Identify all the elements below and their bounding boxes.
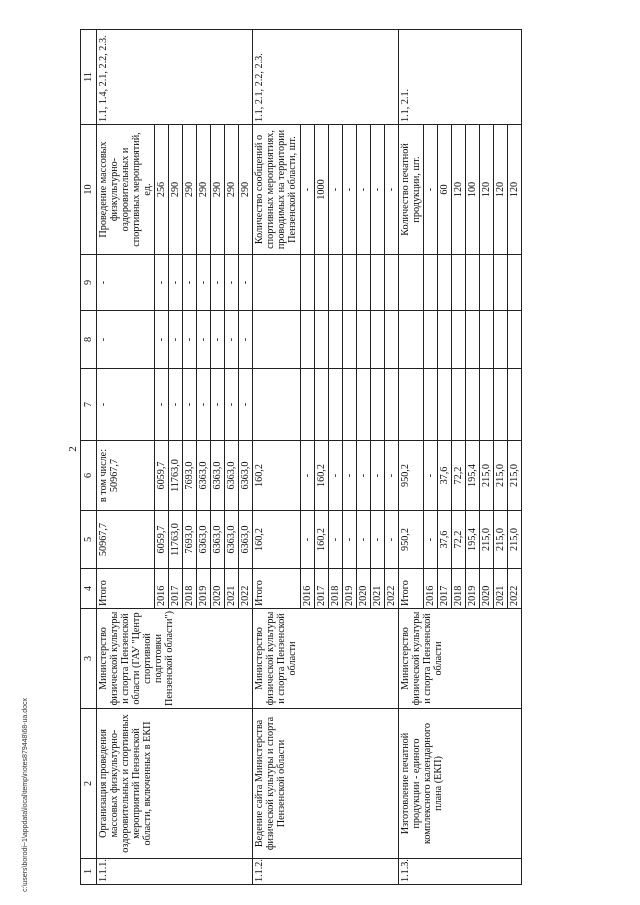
- total-col7: -: [97, 369, 155, 441]
- year-cell: 2018: [452, 569, 466, 609]
- total-col8: -: [97, 311, 155, 369]
- year-amount: 72,2: [452, 511, 466, 569]
- indicator-value: 290: [225, 125, 239, 255]
- column-header-7: 7: [81, 369, 97, 441]
- year-col8: [385, 311, 399, 369]
- total-label: Итого: [97, 569, 155, 609]
- year-cell: 2019: [466, 569, 480, 609]
- year-col9: [452, 255, 466, 311]
- year-col8: [357, 311, 371, 369]
- indicator-value: 290: [211, 125, 225, 255]
- year-amount: 6363,0: [225, 511, 239, 569]
- total-label: Итого: [253, 569, 301, 609]
- year-incl: 215,0: [508, 441, 522, 511]
- indicator-value: 290: [169, 125, 183, 255]
- year-incl: 160,2: [315, 441, 329, 511]
- activity-executor: Министерство физической культуры и спорта Пензенской области: [399, 609, 522, 709]
- total-amount: 950,2: [399, 511, 424, 569]
- year-incl: -: [357, 441, 371, 511]
- year-incl: 11763,0: [169, 441, 183, 511]
- column-header-1: 1: [81, 859, 97, 885]
- indicator-value: 120: [452, 125, 466, 255]
- column-header-2: 2: [81, 709, 97, 859]
- indicator-value: -: [357, 125, 371, 255]
- year-col9: -: [225, 255, 239, 311]
- year-col7: [508, 369, 522, 441]
- year-cell: 2021: [494, 569, 508, 609]
- indicator-value: 100: [466, 125, 480, 255]
- year-cell: 2021: [371, 569, 385, 609]
- total-incl-value: 50967,7: [109, 458, 121, 493]
- year-amount: -: [343, 511, 357, 569]
- target-links: 1.1, 2.1.: [399, 30, 522, 125]
- year-col7: [385, 369, 399, 441]
- year-col9: -: [239, 255, 253, 311]
- year-amount: 215,0: [480, 511, 494, 569]
- indicator-name: Количество сообщений о спортивных мероприятиях, проводимых на территории Пензенской области, шт.: [253, 125, 301, 255]
- total-col7: [399, 369, 424, 441]
- year-col7: -: [239, 369, 253, 441]
- year-col9: [329, 255, 343, 311]
- year-col8: [424, 311, 438, 369]
- year-col7: [371, 369, 385, 441]
- year-amount: 215,0: [494, 511, 508, 569]
- activity-executor: Министерство физической культуры и спорта Пензенской области (ГАУ "Центр спортивной подготовки Пензенской области"): [97, 609, 253, 709]
- rotated-page: [80, 30, 600, 885]
- indicator-value: -: [343, 125, 357, 255]
- year-col8: -: [211, 311, 225, 369]
- year-amount: 195,4: [466, 511, 480, 569]
- year-cell: 2016: [155, 569, 169, 609]
- year-col9: [343, 255, 357, 311]
- year-col9: -: [155, 255, 169, 311]
- year-cell: 2022: [385, 569, 399, 609]
- year-incl: -: [424, 441, 438, 511]
- year-col9: [480, 255, 494, 311]
- year-amount: 215,0: [508, 511, 522, 569]
- year-col7: [438, 369, 452, 441]
- total-col9: [253, 255, 301, 311]
- year-incl: 6363,0: [225, 441, 239, 511]
- year-amount: -: [385, 511, 399, 569]
- year-col9: [385, 255, 399, 311]
- year-cell: 2016: [424, 569, 438, 609]
- year-cell: 2017: [438, 569, 452, 609]
- table-body: [97, 30, 522, 885]
- year-incl: -: [371, 441, 385, 511]
- year-col7: -: [211, 369, 225, 441]
- activity-number: 1.1.3.: [399, 859, 522, 885]
- incl-label: в том числе:: [98, 448, 109, 503]
- year-col8: -: [169, 311, 183, 369]
- year-col7: -: [155, 369, 169, 441]
- year-col7: [315, 369, 329, 441]
- year-col7: -: [225, 369, 239, 441]
- target-links: 1.1, 2.1, 2.2, 2.3.: [253, 30, 399, 125]
- year-amount: 11763,0: [169, 511, 183, 569]
- year-amount: -: [371, 511, 385, 569]
- indicator-value: -: [385, 125, 399, 255]
- year-amount: 6059,7: [155, 511, 169, 569]
- year-col9: [494, 255, 508, 311]
- year-cell: 2022: [239, 569, 253, 609]
- activity-name: Изготовление печатной продукции - единого комплексного календарного плана (ЕКП): [399, 709, 522, 859]
- year-cell: 2019: [197, 569, 211, 609]
- year-col9: -: [211, 255, 225, 311]
- year-incl: 195,4: [466, 441, 480, 511]
- year-incl: 6363,0: [211, 441, 225, 511]
- year-col7: [424, 369, 438, 441]
- year-col8: [508, 311, 522, 369]
- year-col7: [329, 369, 343, 441]
- indicator-name: Количество печатной продукции, шт.: [399, 125, 424, 255]
- year-col7: [466, 369, 480, 441]
- year-col8: [438, 311, 452, 369]
- year-col7: [301, 369, 315, 441]
- year-col8: [480, 311, 494, 369]
- year-col8: [329, 311, 343, 369]
- year-col9: [438, 255, 452, 311]
- indicator-name: Проведение массовых физкультурно-оздоровительных и спортивных мероприятий, ед.: [97, 125, 155, 255]
- indicator-value: 290: [197, 125, 211, 255]
- year-col7: -: [197, 369, 211, 441]
- year-col9: -: [183, 255, 197, 311]
- indicator-value: 120: [508, 125, 522, 255]
- total-amount: 160,2: [253, 511, 301, 569]
- year-col8: [466, 311, 480, 369]
- year-amount: -: [424, 511, 438, 569]
- year-col9: [424, 255, 438, 311]
- program-table: [80, 29, 522, 885]
- indicator-value: 120: [480, 125, 494, 255]
- year-col9: -: [169, 255, 183, 311]
- footer-path: c:\users\borodi~1\appdata\local\temp\notes879448\68-ua.docx: [22, 698, 29, 892]
- year-cell: 2018: [183, 569, 197, 609]
- activity-number: 1.1.1.: [97, 859, 253, 885]
- column-header-10: 10: [81, 125, 97, 255]
- year-col8: -: [239, 311, 253, 369]
- column-header-3: 3: [81, 609, 97, 709]
- indicator-value: 120: [494, 125, 508, 255]
- year-amount: 6363,0: [239, 511, 253, 569]
- year-amount: -: [301, 511, 315, 569]
- year-col7: -: [169, 369, 183, 441]
- column-header-8: 8: [81, 311, 97, 369]
- year-cell: 2017: [169, 569, 183, 609]
- year-amount: 37,6: [438, 511, 452, 569]
- total-col8: [253, 311, 301, 369]
- year-amount: 6363,0: [211, 511, 225, 569]
- year-col9: [301, 255, 315, 311]
- column-header-5: 5: [81, 511, 97, 569]
- year-amount: 160,2: [315, 511, 329, 569]
- year-incl: 6363,0: [239, 441, 253, 511]
- year-col7: -: [183, 369, 197, 441]
- total-incl: 160,2: [253, 441, 301, 511]
- year-incl: 37,6: [438, 441, 452, 511]
- year-col7: [343, 369, 357, 441]
- year-col8: -: [155, 311, 169, 369]
- total-incl: [97, 441, 155, 511]
- year-col8: [452, 311, 466, 369]
- year-cell: 2019: [343, 569, 357, 609]
- year-col8: [371, 311, 385, 369]
- indicator-value: -: [329, 125, 343, 255]
- year-col7: [494, 369, 508, 441]
- column-header-4: 4: [81, 569, 97, 609]
- year-col8: -: [225, 311, 239, 369]
- indicator-value: -: [371, 125, 385, 255]
- year-col7: [357, 369, 371, 441]
- year-col8: [494, 311, 508, 369]
- column-header-9: 9: [81, 255, 97, 311]
- year-incl: -: [385, 441, 399, 511]
- year-col9: [357, 255, 371, 311]
- year-amount: 6363,0: [197, 511, 211, 569]
- page-number: 2: [66, 446, 79, 452]
- year-cell: 2020: [480, 569, 494, 609]
- indicator-value: -: [424, 125, 438, 255]
- year-col8: [343, 311, 357, 369]
- year-amount: -: [357, 511, 371, 569]
- total-col8: [399, 311, 424, 369]
- year-col7: [452, 369, 466, 441]
- total-amount: 50967,7: [97, 511, 155, 569]
- activity-name: Ведение сайта Министерства физической культуры и спорта Пензенской области: [253, 709, 399, 859]
- header-row: [81, 30, 97, 885]
- year-col9: [315, 255, 329, 311]
- year-col9: [371, 255, 385, 311]
- activity-number: 1.1.2.: [253, 859, 399, 885]
- year-cell: 2016: [301, 569, 315, 609]
- year-cell: 2021: [225, 569, 239, 609]
- year-col7: [480, 369, 494, 441]
- indicator-value: 290: [183, 125, 197, 255]
- activity-executor: Министерство физической культуры и спорта Пензенской области: [253, 609, 399, 709]
- total-incl: 950,2: [399, 441, 424, 511]
- indicator-value: 60: [438, 125, 452, 255]
- year-col9: [508, 255, 522, 311]
- year-cell: 2020: [211, 569, 225, 609]
- year-cell: 2022: [508, 569, 522, 609]
- year-incl: -: [343, 441, 357, 511]
- indicator-value: 1000: [315, 125, 329, 255]
- total-label: Итого: [399, 569, 424, 609]
- activity-name: Организация проведения массовых физкультурно-оздоровительных и спортивных мероприятий Пензенской области, включенных в ЕКП: [97, 709, 253, 859]
- year-cell: 2020: [357, 569, 371, 609]
- year-col8: [315, 311, 329, 369]
- year-incl: 215,0: [480, 441, 494, 511]
- year-col8: -: [183, 311, 197, 369]
- year-col9: -: [197, 255, 211, 311]
- column-header-6: 6: [81, 441, 97, 511]
- year-incl: 6059,7: [155, 441, 169, 511]
- year-col9: [466, 255, 480, 311]
- year-amount: -: [329, 511, 343, 569]
- year-col8: -: [197, 311, 211, 369]
- indicator-value: 290: [239, 125, 253, 255]
- year-cell: 2017: [315, 569, 329, 609]
- indicator-value: 256: [155, 125, 169, 255]
- indicator-value: -: [301, 125, 315, 255]
- year-incl: 72,2: [452, 441, 466, 511]
- year-incl: 7693,0: [183, 441, 197, 511]
- year-incl: 215,0: [494, 441, 508, 511]
- target-links: 1.1, 1.4, 2.1, 2.2, 2.3.: [97, 30, 253, 125]
- year-col8: [301, 311, 315, 369]
- year-incl: -: [329, 441, 343, 511]
- year-incl: 6363,0: [197, 441, 211, 511]
- year-cell: 2018: [329, 569, 343, 609]
- column-header-11: 11: [81, 30, 97, 125]
- year-incl: -: [301, 441, 315, 511]
- total-col7: [253, 369, 301, 441]
- total-col9: [399, 255, 424, 311]
- total-col9: -: [97, 255, 155, 311]
- year-amount: 7693,0: [183, 511, 197, 569]
